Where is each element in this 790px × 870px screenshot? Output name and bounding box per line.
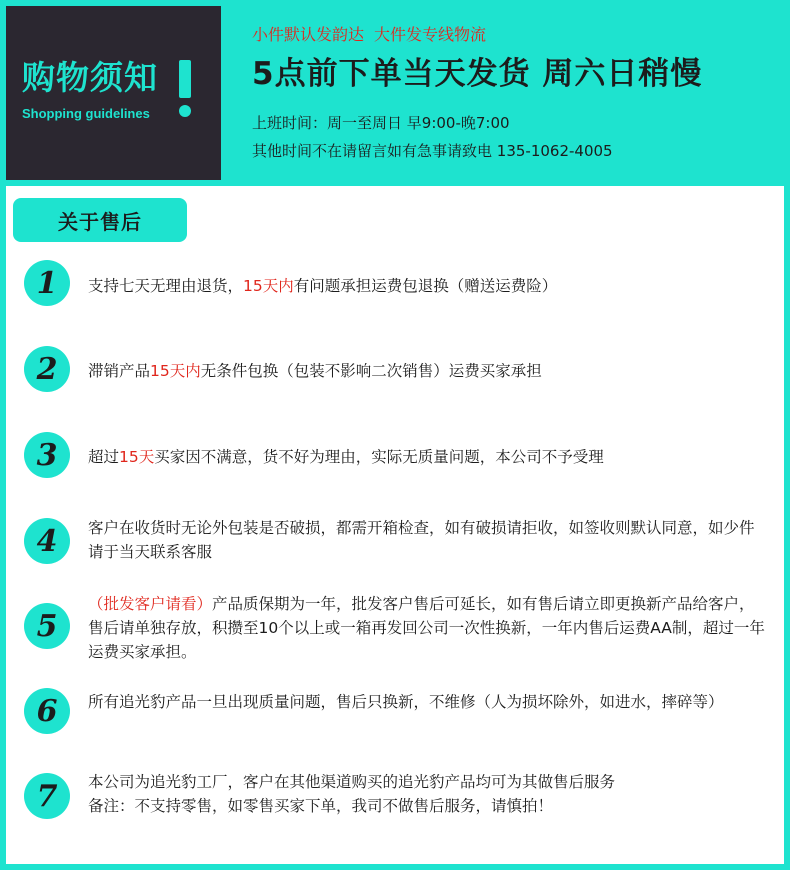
- after-sales-rule-text: [88, 592, 766, 664]
- item-number-badge: 2: [24, 346, 70, 392]
- after-sales-rule-text: [88, 770, 766, 818]
- highlight-text: （批发客户请看）: [88, 595, 213, 613]
- after-sales-rule-text: [88, 359, 766, 383]
- rule-text-segment: 超过: [88, 448, 120, 466]
- rule-text-segment: 所有追光豹产品一旦出现质量问题，售后只换新，不维修（人为损坏除外，如进水，摔碎等）: [88, 693, 724, 711]
- working-hours: 上班时间：周一至周日 早9:00-晚7:00: [252, 114, 510, 132]
- after-sales-rule-text: [88, 274, 766, 298]
- item-number-badge: 6: [24, 688, 70, 734]
- contact-info: 其他时间不在请留言如有急事请致电 135-1062-4005: [252, 142, 613, 160]
- rule-text-segment: 支持七天无理由退货，: [88, 277, 244, 295]
- rule-text-segment: 无条件包换（包装不影响二次销售）运费买家承担: [200, 362, 542, 380]
- rule-text-segment: 客户在收货时无论外包装是否破损，都需开箱检查，如有破损请拒收，如签收则默认同意，如少件请于当天联系客服: [88, 519, 755, 561]
- promo-large-items: 大件发专线物流: [374, 25, 487, 44]
- promo-line: [252, 22, 486, 45]
- highlight-text: 15天内: [243, 277, 294, 295]
- exclamation-icon: [178, 60, 192, 110]
- header-subtitle: Shopping guidelines: [22, 106, 150, 121]
- rule-text-segment: 滞销产品: [88, 362, 151, 380]
- promo-small-items: 小件默认发韵达: [252, 25, 365, 44]
- highlight-text: 15天内: [150, 362, 201, 380]
- item-number-badge: 4: [24, 518, 70, 564]
- highlight-text: 15天: [119, 448, 155, 466]
- item-number-badge: 5: [24, 603, 70, 649]
- after-sales-rule-text: [88, 445, 766, 469]
- header-title: 购物须知: [22, 58, 158, 97]
- rule-text-segment: 备注：不支持零售，如零售买家下单，我司不做售后服务，请慎拍！: [88, 797, 554, 815]
- after-sales-rule-text: [88, 690, 766, 714]
- section-title: 关于售后: [13, 198, 187, 242]
- after-sales-rule-text: [88, 516, 766, 564]
- item-number-badge: 7: [24, 773, 70, 819]
- item-number-badge: 3: [24, 432, 70, 478]
- shipping-headline: 5点前下单当天发货 周六日稍慢: [252, 56, 703, 92]
- rule-text-segment: 本公司为追光豹工厂，客户在其他渠道购买的追光豹产品均可为其做售后服务: [88, 773, 616, 791]
- rule-text-segment: 有问题承担运费包退换（赠送运费险）: [293, 277, 558, 295]
- header-title-row: [22, 58, 158, 98]
- item-number-badge: 1: [24, 260, 70, 306]
- rule-text-segment: 买家因不满意，货不好为理由，实际无质量问题，本公司不予受理: [154, 448, 604, 466]
- rule-text-segment: 产品质保期为一年，批发客户售后可延长，如有售后请立即更换新产品给客户，售后请单独存放，积攒至10个以上或一箱再发回公司一次性换新，一年内售后运费AA制，超过一年运费买家承担。: [88, 595, 765, 661]
